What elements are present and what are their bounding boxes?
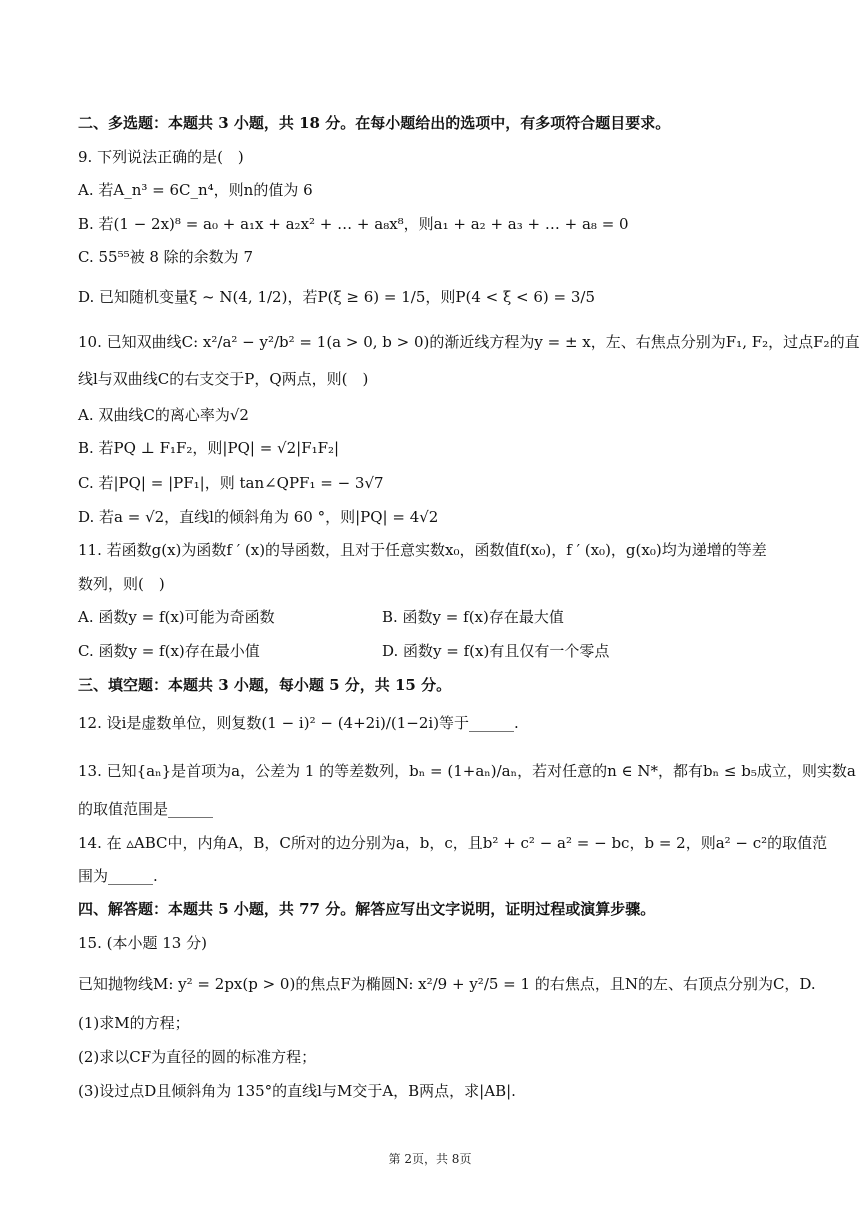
q10-option-c: C. 若|PQ| = |PF₁|，则 tan∠QPF₁ = − 3√7: [78, 474, 384, 492]
q12-stem: 12. 设i是虚数单位，则复数(1 − i)² − (4+2i)/(1−2i)等于______.: [78, 714, 519, 732]
q9-option-c: C. 55⁵⁵被 8 除的余数为 7: [78, 248, 253, 266]
q9-option-b: B. 若(1 − 2x)⁸ = a₀ + a₁x + a₂x² + … + a₈x⁸，则a₁ + a₂ + a₃ + … + a₈ = 0: [78, 215, 629, 233]
q11-option-b: B. 函数y = f(x)存在最大值: [382, 608, 564, 626]
q11-stem-line2: 数列，则( ): [78, 575, 165, 593]
q10-stem-line1: 10. 已知双曲线C: x²/a² − y²/b² = 1(a > 0, b > 0)的渐近线方程为y = ± x，左、右焦点分别为F₁, F₂，过点F₂的直: [78, 333, 860, 351]
q10-stem-line2: 线l与双曲线C的右支交于P，Q两点，则( ): [78, 370, 369, 388]
q11-stem-line1: 11. 若函数g(x)为函数f ′ (x)的导函数，且对于任意实数x₀，函数值f(x₀)，f ′ (x₀)，g(x₀)均为递增的等差: [78, 541, 767, 559]
q15-title: 15. (本小题 13 分): [78, 934, 207, 952]
q9-option-a: A. 若A_n³ = 6C_n⁴，则n的值为 6: [78, 181, 313, 199]
q11-option-d: D. 函数y = f(x)有且仅有一个零点: [382, 642, 610, 660]
fill-blank-section-header: 三、填空题：本题共 3 小题，每小题 5 分，共 15 分。: [78, 676, 452, 694]
page-footer: 第 2页，共 8页: [388, 1152, 472, 1166]
q9-stem: 9. 下列说法正确的是( ): [78, 148, 244, 166]
q14-stem-line2: 围为______.: [78, 867, 158, 885]
q9-option-d: D. 已知随机变量ξ ~ N(4, 1/2)，若P(ξ ≥ 6) = 1/5，则P(4 < ξ < 6) = 3/5: [78, 288, 595, 306]
solution-section-header: 四、解答题：本题共 5 小题，共 77 分。解答应写出文字说明，证明过程或演算步骤。: [78, 900, 656, 918]
q15-stem: 已知抛物线M: y² = 2px(p > 0)的焦点F为椭圆N: x²/9 + y²/5 = 1 的右焦点，且N的左、右顶点分别为C，D.: [78, 975, 816, 993]
q15-part1: (1)求M的方程；: [78, 1014, 190, 1032]
q10-option-b: B. 若PQ ⊥ F₁F₂，则|PQ| = √2|F₁F₂|: [78, 439, 340, 457]
q10-option-d: D. 若a = √2，直线l的倾斜角为 60 °，则|PQ| = 4√2: [78, 508, 439, 526]
q13-stem-line1: 13. 已知{aₙ}是首项为a，公差为 1 的等差数列，bₙ = (1+aₙ)/aₙ，若对任意的n ∈ N*，都有bₙ ≤ b₅成立，则实数a: [78, 762, 856, 780]
q15-part2: (2)求以CF为直径的圆的标准方程；: [78, 1048, 317, 1066]
multi-choice-section-header: 二、多选题：本题共 3 小题，共 18 分。在每小题给出的选项中，有多项符合题目要求。: [78, 114, 671, 132]
q15-part3: (3)设过点D且倾斜角为 135°的直线l与M交于A，B两点，求|AB|.: [78, 1082, 516, 1100]
q10-option-a: A. 双曲线C的离心率为√2: [78, 406, 249, 424]
q11-option-c: C. 函数y = f(x)存在最小值: [78, 642, 260, 660]
q11-option-a: A. 函数y = f(x)可能为奇函数: [78, 608, 275, 626]
q13-stem-line2: 的取值范围是______: [78, 800, 214, 818]
q14-stem-line1: 14. 在 ▵ABC中，内角A，B，C所对的边分别为a，b，c，且b² + c² − a² = − bc，b = 2，则a² − c²的取值范: [78, 834, 828, 852]
